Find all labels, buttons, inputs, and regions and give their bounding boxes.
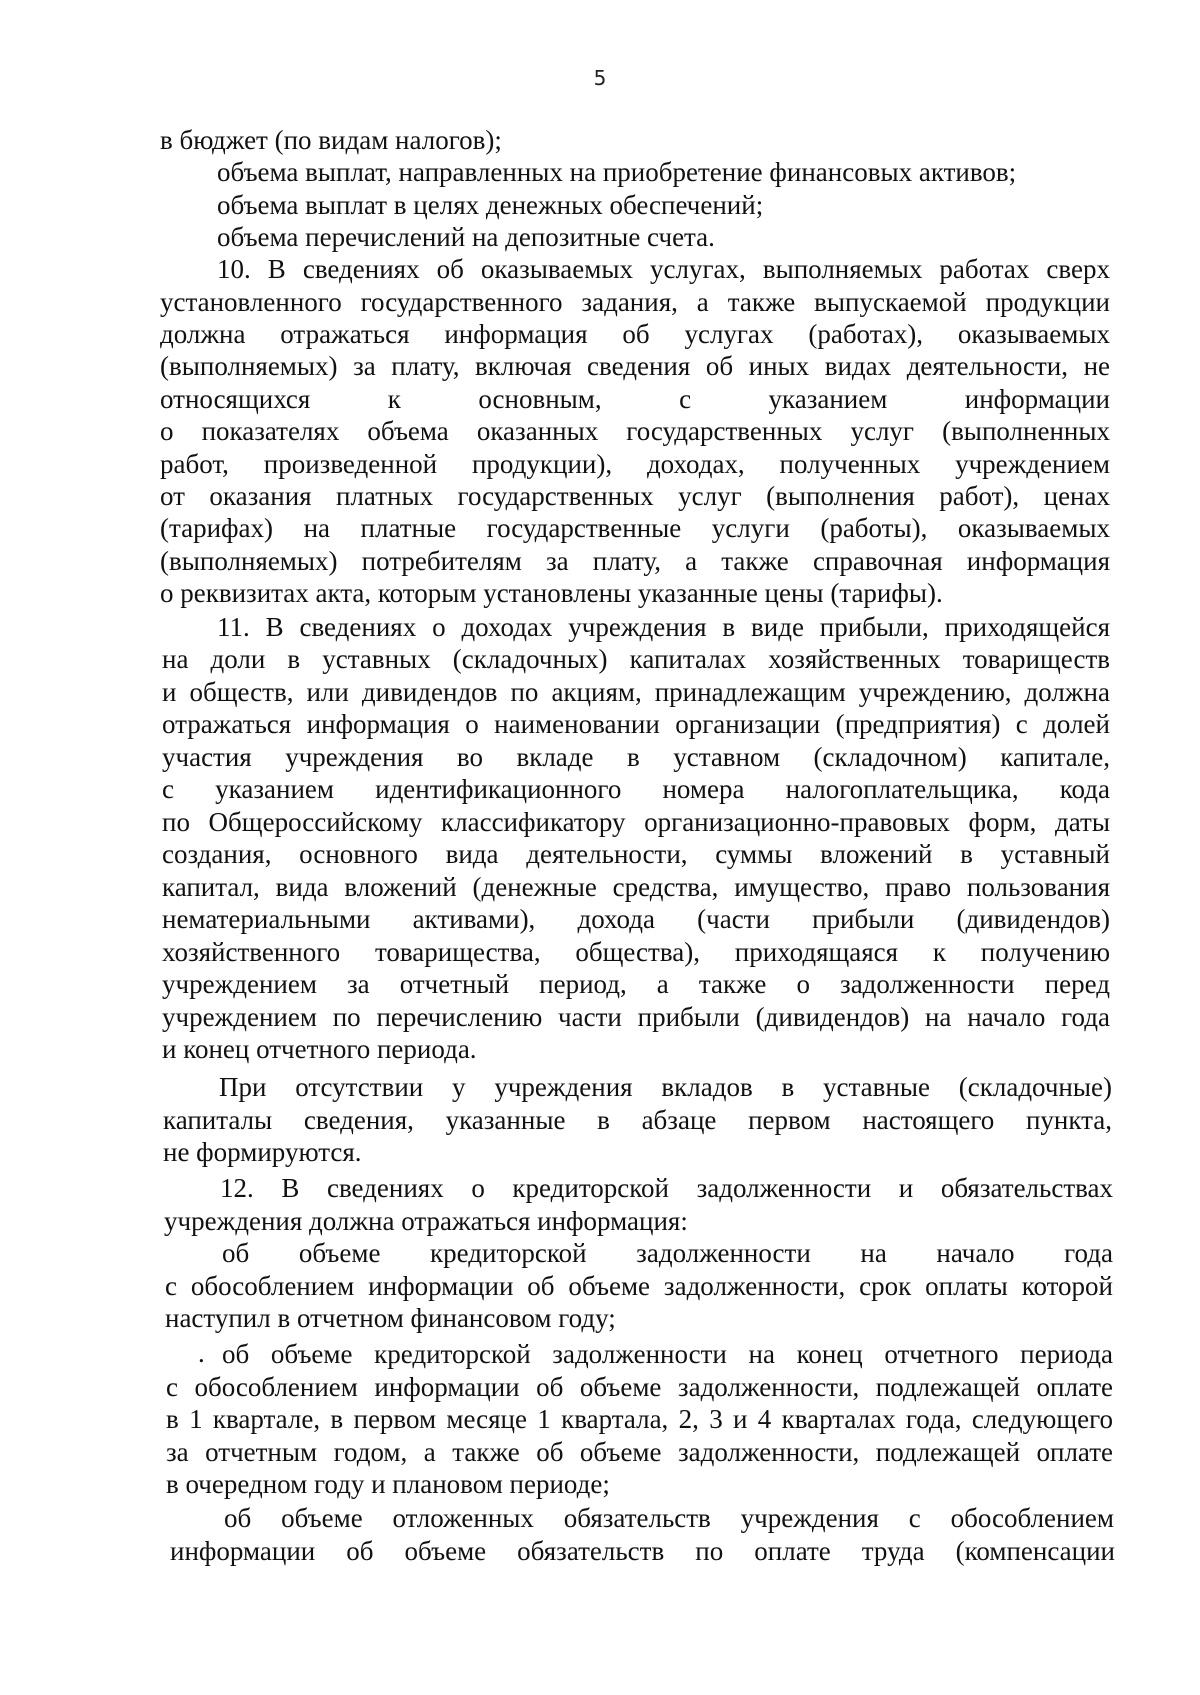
text-line: о реквизитах акта, которым установлены указанные цены (тарифы). [160,578,943,608]
text-line: учреждением по перечислению части прибыли (дивидендов) на начало года [162,1002,1110,1032]
text-line: от оказания платных государственных услуг (выполнения работ), ценах [160,481,1110,511]
text-line: относящихся к основным, с указанием информации [160,384,1110,414]
text-line: капиталы сведения, указанные в абзаце первом настоящего пункта, [163,1105,1112,1135]
text-line: участия учреждения во вкладе в уставном (складочном) капитале, [162,742,1110,772]
text-line: в очередном году и плановом периоде; [166,1469,610,1499]
text-line: объема выплат, направленных на приобретение финансовых активов; [217,157,1017,187]
text-line: учреждения должна отражаться информация: [164,1206,688,1236]
text-line: (выполняемых) потребителям за плату, а также справочная информация [160,546,1110,576]
text-line: не формируются. [163,1137,362,1167]
text-line: на доли в уставных (складочных) капиталах хозяйственных товариществ [162,644,1110,674]
text-line: учреждением за отчетный период, а также о задолженности перед [162,969,1110,999]
text-line: в бюджет (по видам налогов); [160,125,502,155]
text-line: нематериальными активами), дохода (части прибыли (дивидендов) [162,904,1110,934]
text-line: об объеме кредиторской задолженности на начало года [222,1238,1113,1268]
text-line: (выполняемых) за плату, включая сведения об иных видах деятельности, не [160,351,1110,381]
text-line: о показателях объема оказанных государственных услуг (выполненных [160,416,1110,446]
text-line: создания, основного вида деятельности, суммы вложений в уставный [162,839,1110,869]
text-line: информации об объеме обязательств по оплате труда (компенсации [170,1536,1115,1566]
page-number: 5 [593,66,607,90]
text-line: об объеме кредиторской задолженности на конец отчетного периода [222,1339,1113,1369]
text-line: с указанием идентификационного номера налогоплательщика, кода [162,774,1110,804]
text-line: При отсутствии у учреждения вкладов в уставные (складочные) [219,1072,1112,1102]
text-line: по Общероссийскому классификатору организационно-правовых форм, даты [162,807,1110,837]
text-line: отражаться информация о наименовании организации (предприятия) с долей [162,709,1110,739]
text-line: 10. В сведениях об оказываемых услугах, выполняемых работах сверх [217,254,1110,284]
text-line: с обособлением информации об объеме задолженности, подлежащей оплате [166,1372,1113,1402]
text-line: и конец отчетного периода. [162,1034,477,1064]
text-line: должна отражаться информация об услугах (работах), оказываемых [160,319,1110,349]
text-line: объема перечислений на депозитные счета. [217,222,715,252]
text-line: 12. В сведениях о кредиторской задолженности и обязательствах [220,1173,1113,1203]
text-line: объема выплат в целях денежных обеспечений; [217,190,764,220]
text-line: и обществ, или дивидендов по акциям, принадлежащим учреждению, должна [162,677,1110,707]
text-line: наступил в отчетном финансовом году; [165,1303,616,1333]
text-line: об объеме отложенных обязательств учреждения с обособлением [224,1503,1114,1533]
text-line: (тарифах) на платные государственные услуги (работы), оказываемых [160,513,1110,543]
text-line: работ, произведенной продукции), доходах, полученных учреждением [160,449,1110,479]
text-line: с обособлением информации об объеме задолженности, срок оплаты которой [165,1271,1113,1301]
text-line: . [198,1338,205,1368]
text-line: в 1 квартале, в первом месяце 1 квартала, 2, 3 и 4 кварталах года, следующего [166,1404,1113,1434]
text-line: установленного государственного задания, а также выпускаемой продукции [160,287,1110,317]
text-line: за отчетным годом, а также об объеме задолженности, подлежащей оплате [166,1437,1113,1467]
text-line: капитал, вида вложений (денежные средства, имущество, право пользования [162,872,1110,902]
text-line: 11. В сведениях о доходах учреждения в виде прибыли, приходящейся [217,612,1110,642]
text-line: хозяйственного товарищества, общества), приходящаяся к получению [162,937,1110,967]
